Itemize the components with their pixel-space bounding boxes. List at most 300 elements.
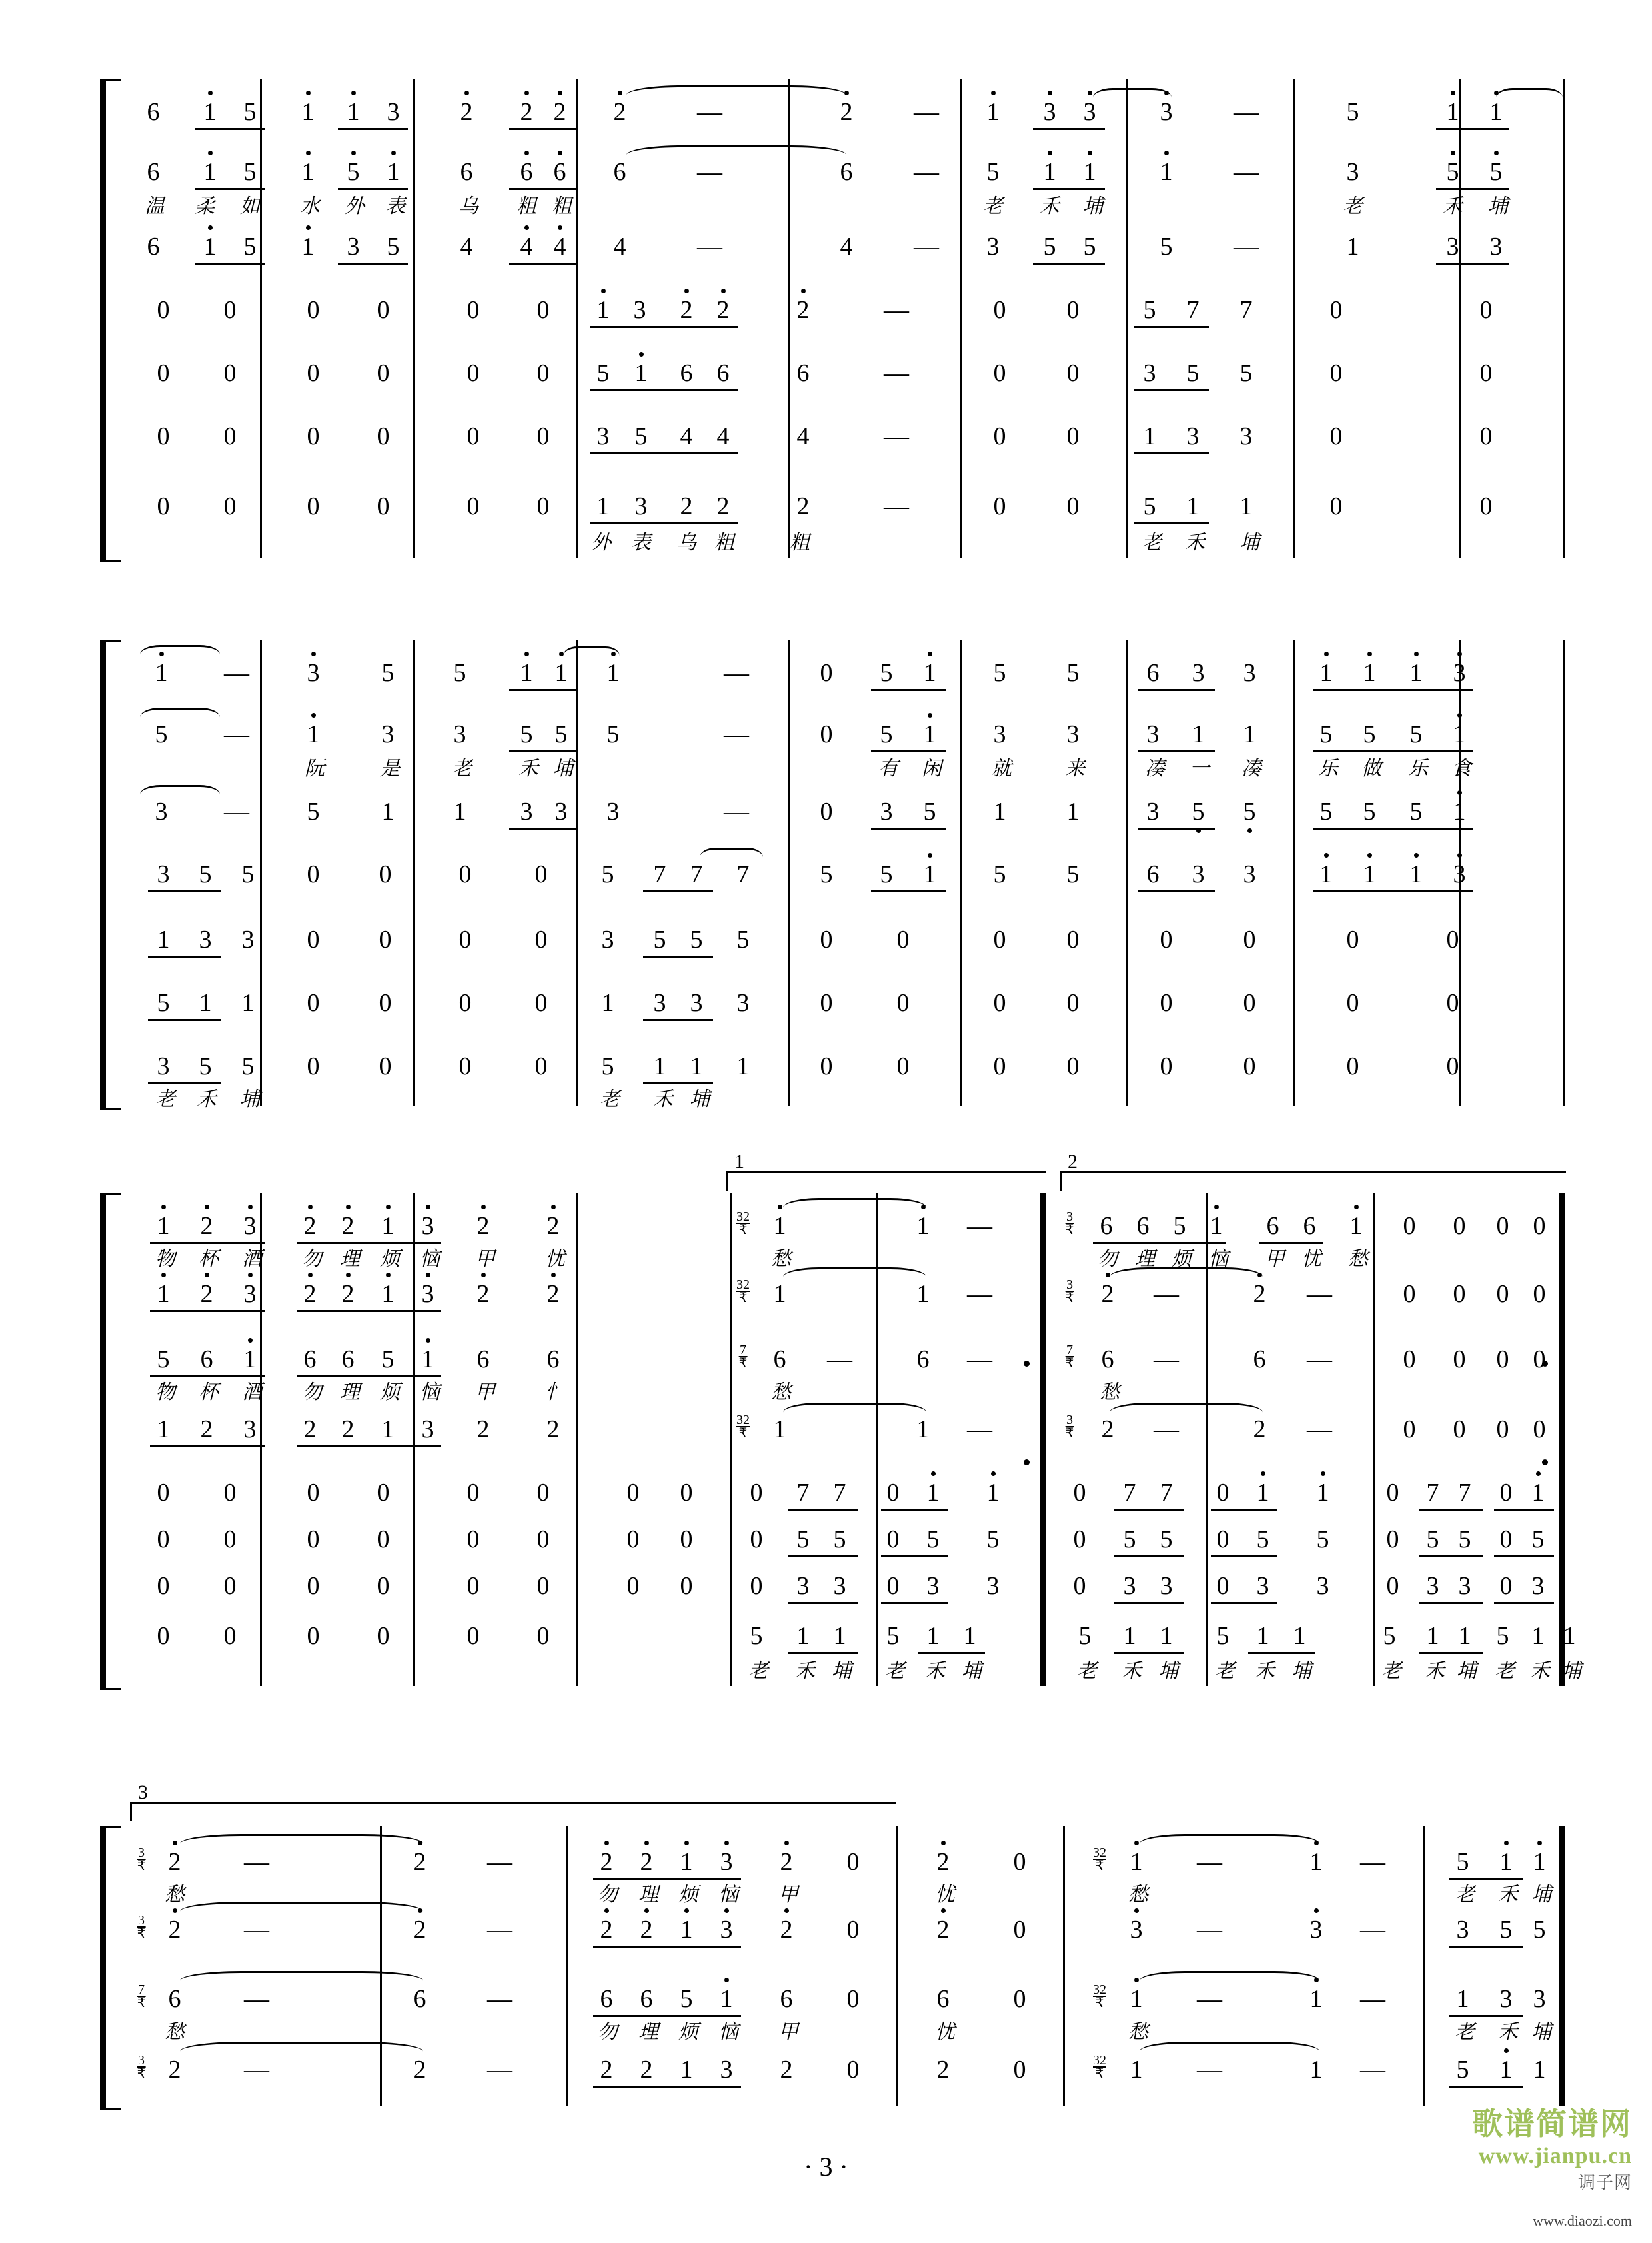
note: 6 [520,158,533,186]
note: 2 [1253,1280,1266,1308]
lyric: 埔 [1457,1659,1477,1683]
lyric: 埔 [1531,2020,1551,2044]
beam [338,188,408,190]
beam [1494,1509,1554,1511]
note: 7 [1426,1479,1439,1507]
slur [140,785,220,804]
note: 0 [223,422,237,450]
note: 4 [716,422,730,450]
note: 3 [1426,1572,1439,1600]
system-1 [100,79,1566,558]
note: — [244,1916,269,1944]
note: 0 [223,1525,237,1553]
note: 0 [1346,926,1359,954]
note: 5 [736,926,750,954]
note: 5 [381,1345,395,1373]
note: 5 [157,1345,170,1373]
note: — [487,2056,512,2084]
note: 4 [796,422,810,450]
note: 0 [1386,1479,1399,1507]
note: 4 [460,233,473,261]
note: 0 [307,1052,320,1080]
beam [509,689,576,691]
note: 1 [634,359,648,387]
lyric: 老 [1381,1659,1401,1683]
lyric: 老 [600,1088,620,1111]
note: 0 [466,1572,480,1600]
lyric: 禾 [1185,531,1205,554]
note: — [224,720,249,748]
beam [1449,2086,1523,2088]
note: 0 [1243,989,1256,1017]
lyric: 如 [240,195,260,218]
note: — [487,1848,512,1876]
beam [1313,890,1473,892]
note: 2 [341,1280,355,1308]
lyric: 禾 [1425,1659,1445,1683]
lyric: 禾 [1040,195,1060,218]
note: 6 [200,1345,213,1373]
note: — [967,1280,992,1308]
lyric: 乐 [1408,757,1428,780]
note: 0 [820,659,833,687]
note: 0 [534,989,548,1017]
note: 1 [1363,860,1376,888]
note: 2 [341,1212,355,1240]
lyric: 粗 [790,531,810,554]
note: 5 [750,1622,763,1650]
note: 0 [1533,1415,1546,1443]
lyric: 埔 [1531,1883,1551,1906]
note: 6 [147,158,160,186]
note: 5 [241,860,255,888]
note: 2 [600,1848,613,1876]
note: 5 [1173,1212,1186,1240]
note: 1 [680,2056,693,2084]
note: 2 [640,1848,653,1876]
beam [1138,890,1215,892]
note: 0 [157,422,170,450]
note: 3 [307,659,320,687]
note: 7 [796,1479,810,1507]
lyric: 乌 [676,531,696,554]
note: 0 [157,359,170,387]
note: — [244,2056,269,2084]
watermark-line1: 歌谱简谱网 [1472,2107,1632,2141]
note: 0 [307,1479,320,1507]
note: 1 [1533,2056,1546,2084]
note: 0 [377,1525,390,1553]
note: 1 [381,1415,395,1443]
note: 0 [1243,926,1256,954]
note: 0 [223,492,237,520]
note: 5 [1078,1622,1092,1650]
note: — [967,1345,992,1373]
volta-bracket-1 [726,1151,1046,1191]
note: 0 [1496,1415,1509,1443]
beam [195,128,265,130]
beam [338,263,408,265]
note: 5 [1489,158,1503,186]
note: 1 [1256,1479,1269,1507]
note: 1 [1243,720,1256,748]
note: 0 [1160,1052,1173,1080]
note: 7 [833,1479,846,1507]
lyric: 粗 [552,195,572,218]
beam [871,689,946,691]
note: 5 [387,233,400,261]
lyric: 烦 [380,1381,400,1404]
note: 1 [1319,659,1333,687]
note: 3 [1243,659,1256,687]
system-2 [100,640,1566,1111]
note: 6 [147,233,160,261]
note: 0 [820,798,833,826]
note: 1 [1409,860,1423,888]
note: 3 [421,1415,434,1443]
note: 0 [846,2056,860,2084]
slur [1140,2042,1319,2061]
note: 0 [157,1479,170,1507]
note: 0 [536,296,550,324]
note: 5 [1456,2056,1469,2084]
note: 1 [157,926,170,954]
slur [783,1403,926,1422]
note: 0 [1446,926,1459,954]
note: 0 [846,1916,860,1944]
note: 5 [1243,798,1256,826]
note: 5 [993,659,1006,687]
lyric: 禾 [1530,1659,1550,1683]
note: 0 [993,296,1006,324]
note: 0 [1403,1345,1416,1373]
note: 5 [986,1525,1000,1553]
note: 3 [1123,1572,1136,1600]
note: 7 [1239,296,1253,324]
beam [509,750,576,752]
note: 0 [1479,296,1493,324]
lyric: 忧 [545,1247,565,1271]
note: 0 [1346,989,1359,1017]
note: 6 [936,1985,950,2013]
note: 3 [1243,860,1256,888]
beam [1211,1555,1277,1557]
note: 2 [640,2056,653,2084]
beam [1033,188,1105,190]
beam [148,956,221,958]
note: 3 [243,1212,257,1240]
system-bracket [100,640,121,1110]
note: 5 [1458,1525,1471,1553]
beam [150,1375,265,1377]
lyric: 恼 [718,2020,738,2044]
beam [148,890,221,892]
note: 0 [157,1572,170,1600]
note: — [884,296,909,324]
note: 0 [157,1525,170,1553]
beam [148,1082,221,1084]
note: 0 [377,296,390,324]
lyric: 忧 [935,2020,955,2044]
beam [881,1555,948,1557]
note: 3 [554,798,568,826]
lyric: 理 [1135,1247,1155,1271]
barline [960,640,962,1106]
note: 3 [1143,359,1156,387]
note: — [1197,1985,1222,2013]
meter-3: 3 ₹ [137,2053,146,2081]
note: 3 [1456,1916,1469,1944]
note: 5 [1531,1525,1545,1553]
note: 1 [421,1345,434,1373]
note: 2 [168,1916,181,1944]
system-bracket [100,1826,121,2110]
note: 7 [653,860,666,888]
note: 1 [301,98,315,126]
note: 5 [1256,1525,1269,1553]
note: 0 [1329,296,1343,324]
note: 5 [923,798,936,826]
note: 6 [600,1985,613,2013]
note: — [1307,1415,1332,1443]
note: 3 [387,98,400,126]
note: 3 [1499,1985,1513,2013]
note: 3 [1531,1572,1545,1600]
note: 0 [1013,1916,1026,1944]
lyric: 恼 [420,1247,440,1271]
note: 7 [1160,1479,1173,1507]
note: — [914,233,939,261]
volta-label: 2 [1068,1151,1078,1173]
note: 6 [640,1985,653,2013]
note: 3 [986,233,1000,261]
lyric: 勿 [302,1381,322,1404]
note: 0 [536,422,550,450]
note: 2 [1101,1280,1114,1308]
lyric: 禾 [1498,2020,1518,2044]
note: 3 [1146,720,1160,748]
note: 1 [720,1985,733,2013]
slur [1093,88,1172,107]
note: 3 [243,1415,257,1443]
volta-label: 1 [734,1151,744,1173]
lyric: 埔 [1239,531,1259,554]
watermark-line3: 调子网 [1577,2173,1632,2192]
note: 7 [1186,296,1200,324]
barline [413,79,415,558]
note: 5 [243,98,257,126]
lyric: 埔 [240,1088,260,1111]
note: 5 [1160,1525,1173,1553]
note: 2 [476,1415,490,1443]
note: 1 [155,659,168,687]
note: 1 [381,1212,395,1240]
note: 5 [680,1985,693,2013]
note: 6 [147,98,160,126]
note: 0 [626,1525,640,1553]
note: 2 [936,1916,950,1944]
note: 5 [1499,1916,1513,1944]
note: 2 [546,1415,560,1443]
note: 0 [1066,492,1080,520]
beam [1419,1509,1483,1511]
note: 0 [1066,926,1080,954]
beam [788,1602,858,1604]
note: 0 [750,1479,763,1507]
note: 2 [200,1212,213,1240]
lyric: 老 [1215,1659,1235,1683]
beam [871,890,946,892]
lyric: 埔 [690,1088,710,1111]
lyric: 乌 [458,195,478,218]
note: 1 [1309,1985,1323,2013]
note: 1 [1186,492,1200,520]
note: 6 [613,158,626,186]
note: 5 [155,720,168,748]
slur [180,2042,423,2061]
lyric: 老 [1455,2020,1475,2044]
lyric: 愁 [771,1247,791,1271]
barline [380,1826,382,2106]
note: 3 [596,422,610,450]
lyric: 禾 [197,1088,217,1111]
note: 0 [993,989,1006,1017]
note: 3 [993,720,1006,748]
note: 1 [1458,1622,1471,1650]
note: 2 [553,98,566,126]
beam [1313,828,1473,830]
note: 2 [936,2056,950,2084]
beam [509,188,576,190]
note: 0 [223,1479,237,1507]
note: 4 [520,233,533,261]
beam [593,2086,741,2088]
lyric: 老 [983,195,1003,218]
note: 3 [880,798,893,826]
note: 5 [520,720,533,748]
note: 0 [1403,1415,1416,1443]
note: 1 [773,1212,786,1240]
barline [1373,1193,1375,1686]
beam [509,263,576,265]
note: 1 [1239,492,1253,520]
lyric: 就 [992,757,1012,780]
note: 0 [536,359,550,387]
note: 3 [720,1916,733,1944]
note: 1 [453,798,466,826]
beam [150,1242,265,1244]
note: 0 [1073,1572,1086,1600]
barline [260,79,262,558]
note: — [1234,233,1259,261]
note: 1 [381,1280,395,1308]
note: 5 [157,989,170,1017]
note: 0 [377,492,390,520]
note: 6 [916,1345,930,1373]
note: — [1154,1345,1179,1373]
note: 0 [307,1525,320,1553]
note: 5 [1346,98,1359,126]
note: 6 [168,1985,181,2013]
note: 5 [993,860,1006,888]
note: 7 [736,860,750,888]
meter-32: 32 ₹ [736,1209,750,1237]
note: 5 [1383,1622,1396,1650]
note: 1 [601,989,614,1017]
beam [1134,389,1209,391]
note: 3 [1453,659,1466,687]
note: 5 [1319,720,1333,748]
note: 2 [200,1280,213,1308]
note: 5 [1186,359,1200,387]
note: 0 [307,422,320,450]
note: 3 [199,926,212,954]
note: 1 [923,860,936,888]
note: 0 [846,1848,860,1876]
note: 0 [886,1572,900,1600]
note: 0 [1533,1345,1546,1373]
note: — [914,158,939,186]
barline [788,640,790,1106]
note: 0 [1346,1052,1359,1080]
beam [150,1445,265,1447]
lyric: 烦 [678,2020,698,2044]
note: 1 [554,659,568,687]
meter-32: 32 ₹ [1093,1845,1106,1873]
lyric: 来 [1065,757,1085,780]
note: 3 [155,798,168,826]
note: 1 [1563,1622,1576,1650]
note: 5 [1066,860,1080,888]
note: 0 [536,1572,550,1600]
note: 1 [916,1212,930,1240]
beam [297,1445,441,1447]
lyric: 表 [631,531,651,554]
note: 0 [307,492,320,520]
note: — [224,798,249,826]
lyric: 埔 [1561,1659,1581,1683]
lyric: 甲 [778,1883,798,1906]
note: — [884,492,909,520]
note: 0 [1216,1479,1230,1507]
note: 0 [1453,1212,1466,1240]
note: 0 [993,1052,1006,1080]
lyric: 老 [1142,531,1162,554]
beam [1449,1878,1523,1880]
note: 0 [307,359,320,387]
beam [1093,1242,1226,1244]
barline [960,79,962,558]
note: 0 [1013,1985,1026,2013]
note: 3 [1083,98,1096,126]
meter-32: 32 ₹ [1093,1982,1106,2010]
note: 0 [1533,1280,1546,1308]
note: 0 [223,296,237,324]
note: 3 [453,720,466,748]
note: 0 [534,926,548,954]
note: 3 [1066,720,1080,748]
lyric: 禾 [1498,1883,1518,1906]
note: 0 [307,989,320,1017]
note: 2 [303,1280,317,1308]
barline [876,1193,878,1686]
lyric: 勿 [302,1247,322,1271]
note: 0 [458,1052,472,1080]
beam [1419,1555,1483,1557]
slur [783,1267,926,1287]
note: 0 [536,1525,550,1553]
lyric: 愁 [1128,2020,1148,2044]
